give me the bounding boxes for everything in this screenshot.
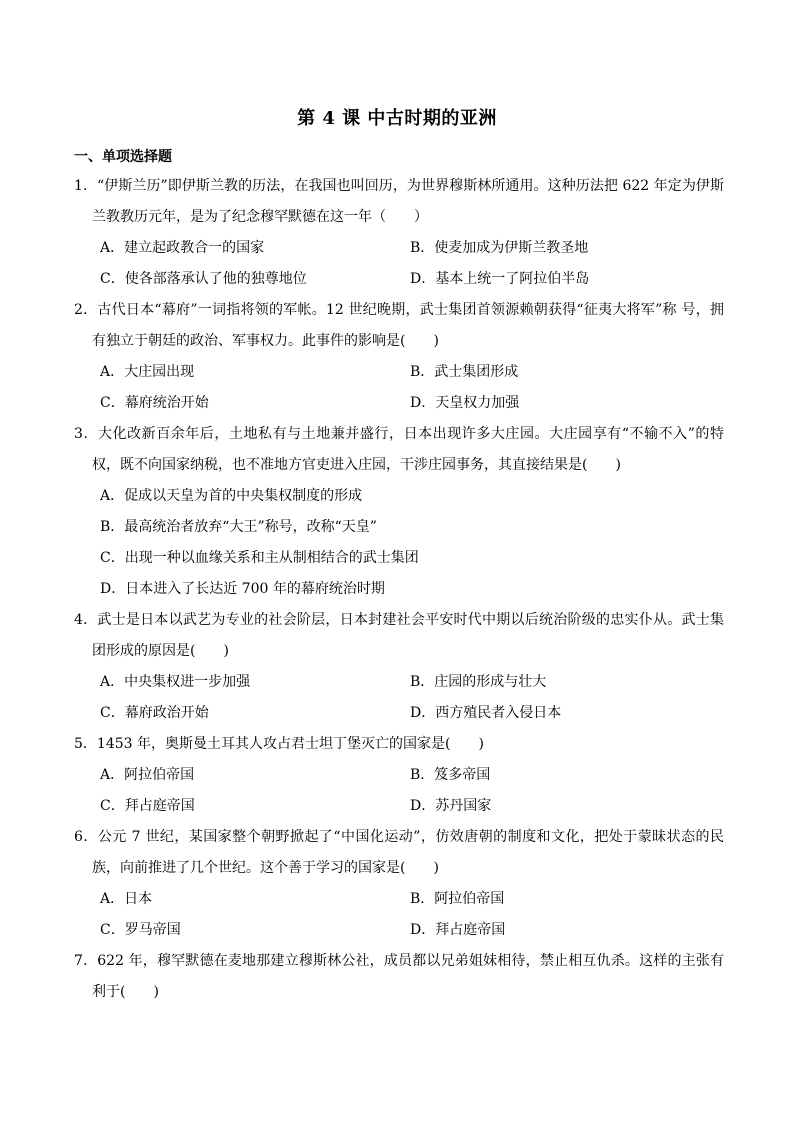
option-c: C．出现一种以血缘关系和主从制相结合的武士集团 — [100, 550, 419, 566]
option-group — [74, 357, 724, 419]
question-stem: 5．1453 年，奥斯曼土耳其人攻占君士坦丁堡灭亡的国家是( ) — [74, 736, 484, 752]
question-stem: 6．公元 7 世纪，某国家整个朝野掀起了“中国化运动”，仿效唐朝的制度和文化，把处于蒙昧状态的民族，向前推进了几个世纪。这个善于学习的国家是( ) — [74, 829, 724, 876]
option-d: D．苏丹国家 — [410, 798, 492, 814]
option-d: D．日本进入了长达近 700 年的幕府统治时期 — [100, 581, 385, 597]
question-stem: 3．大化改新百余年后，土地私有与土地兼并盛行，日本出现许多大庄园。大庄园享有“不输不入”的特权，既不向国家纳税，也不准地方官吏进入庄园，干涉庄园事务，其直接结果是( ) — [74, 426, 724, 473]
option-group — [74, 233, 724, 295]
option-c: C．幕府统治开始 — [100, 395, 209, 411]
question-6 — [74, 822, 724, 946]
question-4 — [74, 605, 724, 729]
question-list — [74, 171, 724, 1008]
question-stem: 2．古代日本“幕府”一词指将领的军帐。12 世纪晚期，武士集团首领源赖朝获得“征夷大将军”称 号，拥有独立于朝廷的政治、军事权力。此事件的影响是( ) — [74, 302, 724, 349]
page-title: 第 4 课 中古时期的亚洲 — [297, 108, 497, 129]
option-a: A．日本 — [100, 891, 153, 907]
option-d: D．基本上统一了阿拉伯半岛 — [410, 271, 590, 287]
option-c: C．幕府政治开始 — [100, 705, 209, 721]
option-c: C．使各部落承认了他的独尊地位 — [100, 271, 307, 287]
question-7 — [74, 946, 724, 1008]
option-a: A．中央集权进一步加强 — [100, 674, 251, 690]
option-c: C．拜占庭帝国 — [100, 798, 195, 814]
option-b: B．最高统治者放弃“大王”称号，改称“天皇” — [100, 519, 377, 535]
option-b: B．使麦加成为伊斯兰教圣地 — [410, 240, 589, 256]
option-b: B．阿拉伯帝国 — [410, 891, 505, 907]
section-heading: 一、单项选择题 — [74, 149, 172, 165]
option-b: B．笈多帝国 — [410, 767, 491, 783]
option-a: A．建立起政教合一的国家 — [100, 240, 265, 256]
question-1 — [74, 171, 724, 295]
option-a: A．阿拉伯帝国 — [100, 767, 195, 783]
option-group — [74, 760, 724, 822]
option-group — [74, 884, 724, 946]
question-stem: 4．武士是日本以武艺为专业的社会阶层，日本封建社会平安时代中期以后统治阶级的忠实仆从。武士集团形成的原因是( ) — [74, 612, 724, 659]
question-3 — [74, 419, 724, 605]
option-d: D．西方殖民者入侵日本 — [410, 705, 562, 721]
option-b: B．武士集团形成 — [410, 364, 519, 380]
question-stem: 1．“伊斯兰历”即伊斯兰教的历法，在我国也叫回历，为世界穆斯林所通用。这种历法把 622 年定为伊斯兰教教历元年，是为了纪念穆罕默德在这一年（ ） — [74, 178, 724, 225]
option-d: D．天皇权力加强 — [410, 395, 520, 411]
question-stem: 7．622 年，穆罕默德在麦地那建立穆斯林公社，成员都以兄弟姐妹相待，禁止相互仇杀。这样的主张有利于( ) — [74, 953, 724, 1000]
option-group — [74, 481, 724, 605]
option-a: A．大庄园出现 — [100, 364, 195, 380]
question-5 — [74, 729, 724, 822]
option-a: A．促成以天皇为首的中央集权制度的形成 — [100, 488, 363, 504]
question-2 — [74, 295, 724, 419]
option-d: D．拜占庭帝国 — [410, 922, 506, 938]
option-b: B．庄园的形成与壮大 — [410, 674, 547, 690]
option-group — [74, 667, 724, 729]
option-c: C．罗马帝国 — [100, 922, 181, 938]
